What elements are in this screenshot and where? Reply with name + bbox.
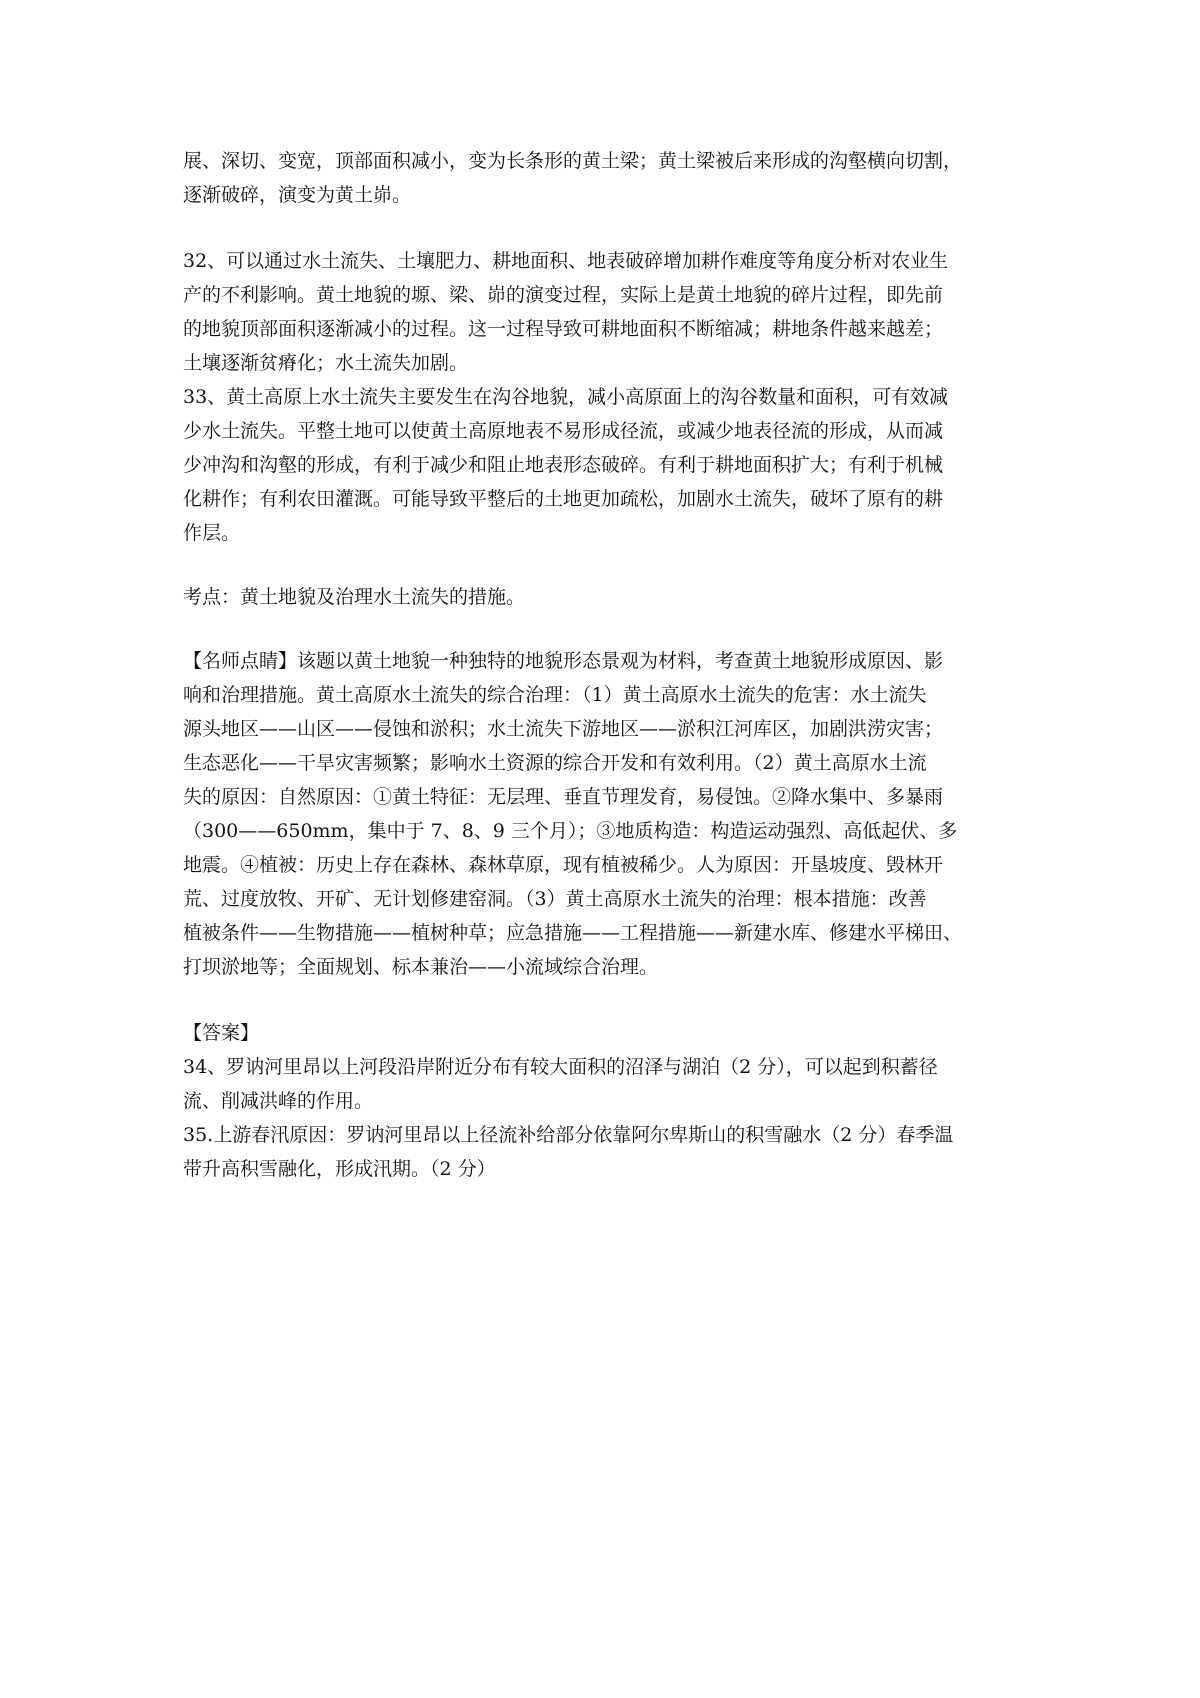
text-line: 【名师点睛】该题以黄土地貌一种独特的地貌形态景观为材料，考查黄土地貌形成原因、影 <box>183 650 944 672</box>
text-line: 展、深切、变宽，顶部面积减小，变为长条形的黄土梁；黄土梁被后来形成的沟壑横向切割， <box>183 150 963 172</box>
text-line: 失的原因：自然原因：①黄土特征：无层理、垂直节理发育，易侵蚀。②降水集中、多暴雨 <box>183 786 944 808</box>
paragraph-gap <box>183 984 1023 1016</box>
text-line: 33、黄土高原上水土流失主要发生在沟谷地貌，减小高原面上的沟谷数量和面积，可有效减 <box>183 386 949 408</box>
text-line: 带升高积雪融化，形成汛期。（2 分） <box>183 1158 496 1180</box>
text-line: 打坝淤地等；全面规划、标本兼治——小流域综合治理。 <box>183 956 659 978</box>
text-line: 响和治理措施。黄土高原水土流失的综合治理：（1）黄土高原水土流失的危害：水土流失 <box>183 684 927 706</box>
answer-heading <box>183 1016 1023 1050</box>
paragraph-gap <box>183 614 1023 644</box>
paragraph-q32 <box>183 244 1023 380</box>
text-line: 作层。 <box>183 522 241 544</box>
paragraph-q33 <box>183 380 1023 550</box>
text-line: 植被条件——生物措施——植树种草；应急措施——工程措施——新建水库、修建水平梯田、 <box>183 922 963 944</box>
text-line: 32、可以通过水土流失、土壤肥力、耕地面积、地表破碎增加耕作难度等角度分析对农业生 <box>183 250 949 272</box>
paragraph-kaodian <box>183 580 1023 614</box>
paragraph-q35 <box>183 1118 1023 1186</box>
text-line: 考点：黄土地貌及治理水土流失的措施。 <box>183 586 526 608</box>
text-line: 化耕作；有利农田灌溉。可能导致平整后的土地更加疏松，加剧水土流失，破坏了原有的耕 <box>183 488 944 510</box>
text-line: 地震。④植被：历史上存在森林、森林草原，现有植被稀少。人为原因：开垦坡度、毁林开 <box>183 854 944 876</box>
text-line: 少冲沟和沟壑的形成，有利于减少和阻止地表形态破碎。有利于耕地面积扩大；有利于机械 <box>183 454 944 476</box>
text-line: 34、罗讷河里昂以上河段沿岸附近分布有较大面积的沼泽与湖泊（2 分），可以起到积蓄径 <box>183 1056 938 1078</box>
text-line: 的地貌顶部面积逐渐减小的过程。这一过程导致可耕地面积不断缩减；耕地条件越来越差； <box>183 318 944 340</box>
text-line: 35.上游春汛原因：罗讷河里昂以上径流补给部分依靠阿尔卑斯山的积雪融水（2 分）春季温 <box>183 1124 954 1146</box>
text-line: 荒、过度放牧、开矿、无计划修建窑洞。（3）黄土高原水土流失的治理：根本措施：改善 <box>183 888 927 910</box>
text-line: 流、削减洪峰的作用。 <box>183 1090 374 1112</box>
text-line: 生态恶化——干旱灾害频繁；影响水土资源的综合开发和有效利用。（2）黄土高原水土流 <box>183 752 927 774</box>
text-line: （300——650mm，集中于 7、8、9 三个月）；③地质构造：构造运动强烈、高低起伏、多 <box>183 820 958 842</box>
text-line: 逐渐破碎，演变为黄土峁。 <box>183 184 412 206</box>
text-line: 少水土流失。平整土地可以使黄土高原地表不易形成径流，或减少地表径流的形成，从而减 <box>183 420 944 442</box>
paragraph-intro <box>183 144 1023 212</box>
paragraph-gap <box>183 212 1023 244</box>
text-line: 土壤逐渐贫瘠化；水土流失加剧。 <box>183 352 469 374</box>
text-line: 产的不利影响。黄土地貌的塬、梁、峁的演变过程，实际上是黄土地貌的碎片过程，即先前 <box>183 284 944 306</box>
text-line: 源头地区——山区——侵蚀和淤积；水土流失下游地区——淤积江河库区，加剧洪涝灾害； <box>183 718 944 740</box>
paragraph-gap <box>183 550 1023 580</box>
paragraph-mingshi <box>183 644 1023 984</box>
text-line: 【答案】 <box>183 1022 260 1044</box>
document-body <box>183 144 1023 1186</box>
paragraph-q34 <box>183 1050 1023 1118</box>
